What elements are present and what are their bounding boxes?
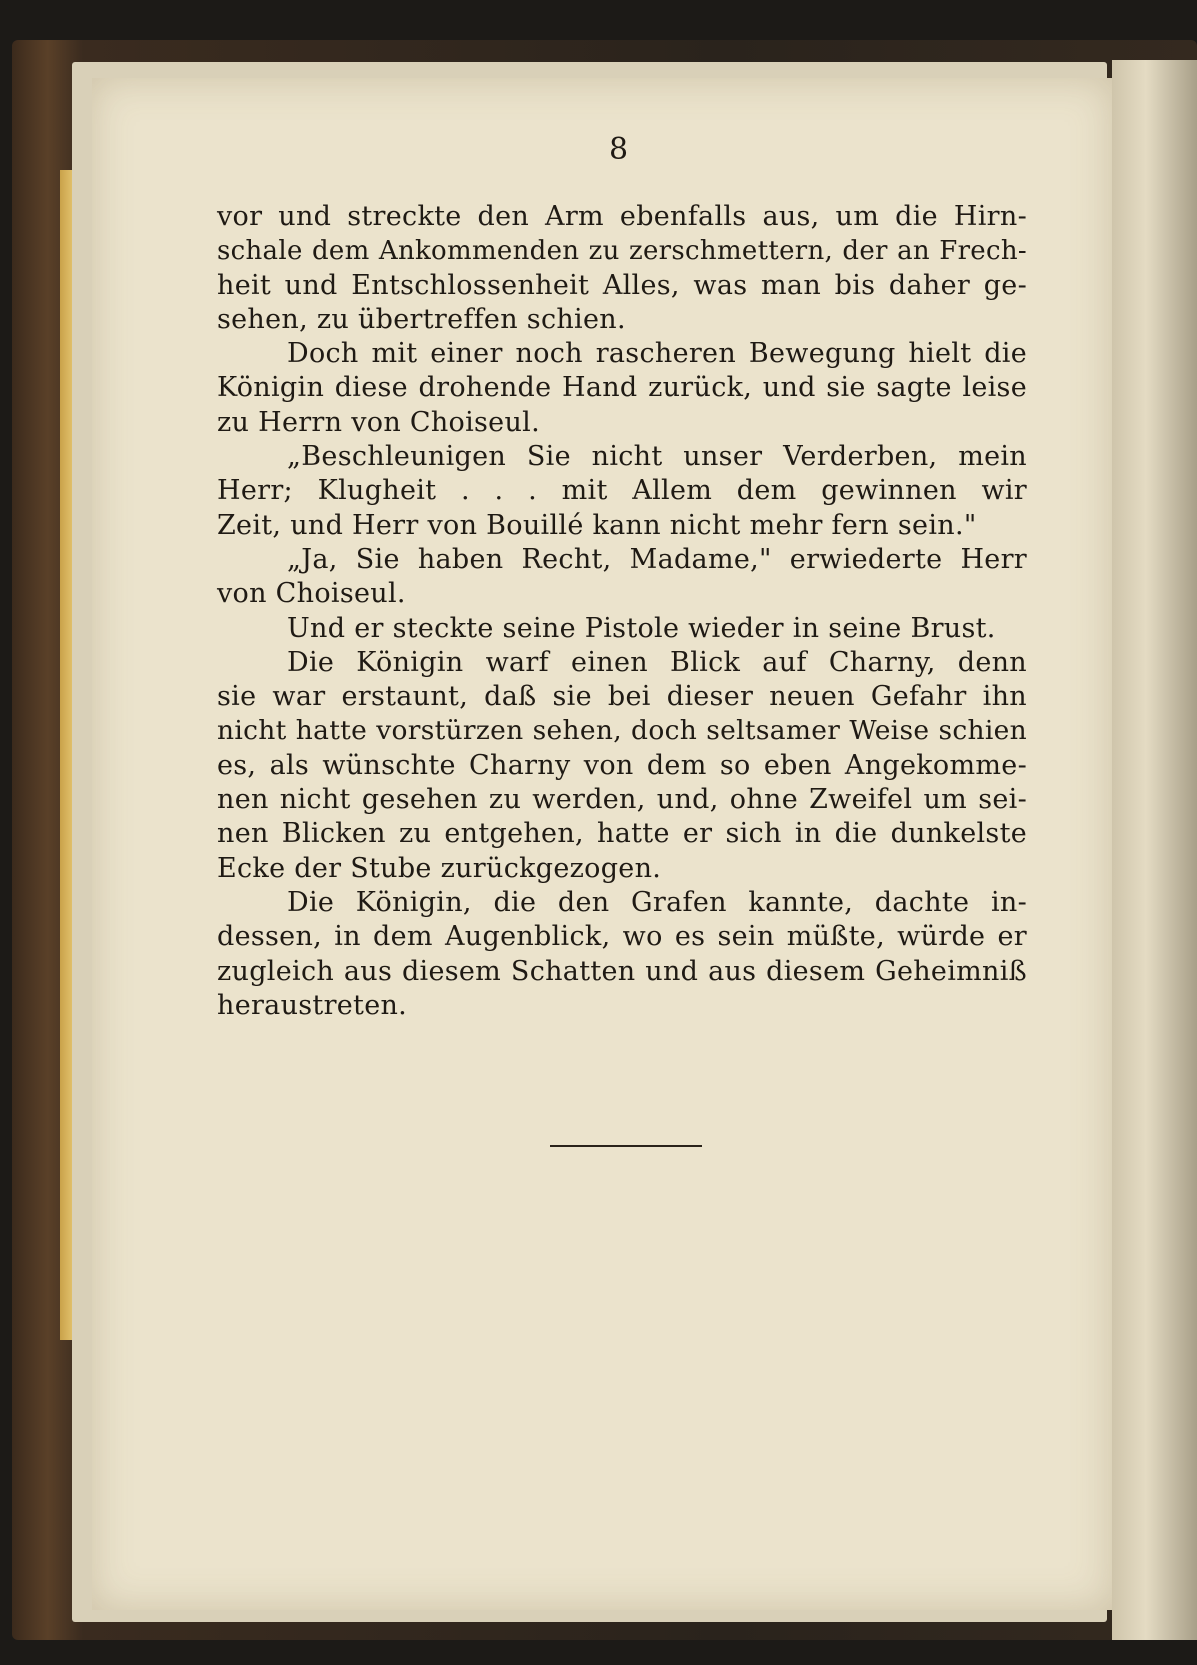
text-line: zugleich aus diesem Schatten und aus diesem Geheimniß: [217, 955, 1027, 987]
body-text: [217, 200, 1027, 1023]
text-line: Herr; Klugheit . . . mit Allem dem gewinnen wir: [217, 475, 1027, 507]
text-line: Zeit, und Herr von Bouillé kann nicht mehr fern sein.": [217, 509, 977, 541]
text-line: sie war erstaunt, daß sie bei dieser neuen Gefahr ihn: [217, 681, 1027, 713]
text-line: es, als wünschte Charny von dem so eben Angekomme-: [217, 749, 1027, 781]
text-line: heit und Entschlossenheit Alles, was man bis daher ge-: [217, 269, 1027, 301]
text-line: zu Herrn von Choiseul.: [217, 406, 540, 438]
facing-page-edge: [1112, 60, 1197, 1640]
text-line: Ecke der Stube zurückgezogen.: [217, 852, 662, 884]
text-line: Königin diese drohende Hand zurück, und sie sagte leise: [217, 372, 1027, 404]
text-line: vor und streckte den Arm ebenfalls aus, um die Hirn-: [217, 201, 1027, 232]
text-line: von Choiseul.: [217, 578, 406, 610]
text-line: Die Königin, die den Grafen kannte, dachte in-: [287, 886, 1027, 918]
text-line: Und er steckte seine Pistole wieder in seine Brust.: [287, 612, 996, 644]
text-line: Die Königin warf einen Blick auf Charny, denn: [287, 646, 1027, 678]
section-divider: [550, 1145, 702, 1147]
text-line: „Beschleunigen Sie nicht unser Verderben, mein: [287, 441, 1027, 473]
text-line: heraustreten.: [217, 989, 408, 1021]
text-line: Doch mit einer noch rascheren Bewegung hielt die: [287, 338, 1027, 370]
page-number: 8: [608, 132, 629, 167]
text-line: „Ja, Sie haben Recht, Madame," erwiederte Herr: [287, 543, 1027, 575]
text-line: schale dem Ankommenden zu zerschmettern, der an Frech-: [217, 236, 1027, 267]
text-line: nen Blicken zu entgehen, hatte er sich in die dunkelste: [217, 818, 1027, 850]
text-line: dessen, in dem Augenblick, wo es sein müßte, würde er: [217, 921, 1027, 953]
text-line: sehen, zu übertreffen schien.: [217, 303, 626, 335]
text-line: nen nicht gesehen zu werden, und, ohne Zweifel um sei-: [217, 784, 1027, 816]
text-line: nicht hatte vorstürzen sehen, doch seltsamer Weise schien: [217, 715, 1027, 747]
